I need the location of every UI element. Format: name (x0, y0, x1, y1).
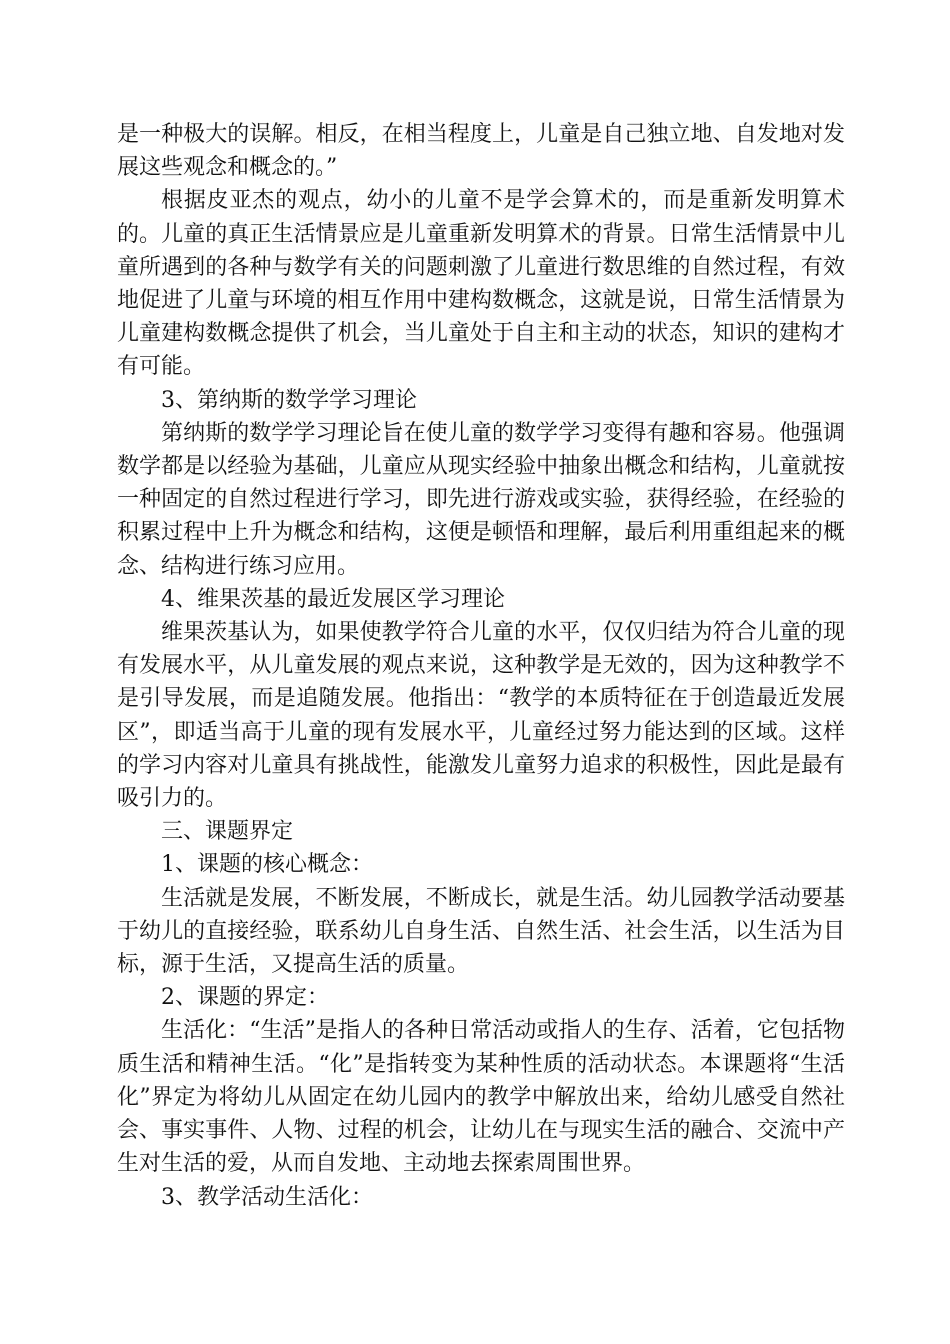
heading-core-concept: 1、课题的核心概念： (161, 852, 373, 878)
paragraph-continuation: 是一种极大的误解。相反，在相当程度上，儿童是自己独立地、自发地对发展这些观念和概念的。” (117, 122, 845, 181)
heading-vygotsky-theory: 4、维果茨基的最近发展区学习理论 (161, 586, 505, 612)
heading-teaching-life-oriented: 3、教学活动生活化： (161, 1184, 373, 1210)
heading-dienes-theory: 3、第纳斯的数学学习理论 (161, 387, 417, 413)
paragraph-life-oriented: 生活化：“生活”是指人的各种日常活动或指人的生存、活着，它包括物质生活和精神生活。“化”是指转变为某种性质的活动状态。本课题将“生活化”界定为将幼儿从固定在幼儿园内的教学中解放出来，给幼儿感受自然社会、事实事件、人物、过程的机会，让幼儿在与现实生活的融合、交流中产生对生活的爱，从而自发地、主动地去探索周围世界。 (117, 1018, 845, 1177)
heading-topic-scope: 2、课题的界定： (161, 985, 329, 1011)
heading-topic-definition: 三、课题界定 (161, 819, 294, 845)
paragraph-core-concept: 生活就是发展，不断发展，不断成长，就是生活。幼儿园教学活动要基于幼儿的直接经验，联系幼儿自身生活、自然生活、社会生活，以生活为目标，源于生活，又提高生活的质量。 (117, 885, 845, 978)
paragraph-dienes: 第纳斯的数学学习理论旨在使儿童的数学学习变得有趣和容易。他强调数学都是以经验为基础，儿童应从现实经验中抽象出概念和结构，儿童就按一种固定的自然过程进行学习，即先进行游戏或实验，获得经验，在经验的积累过程中上升为概念和结构，这便是顿悟和理解，最后利用重组起来的概念、结构进行练习应用。 (117, 420, 845, 579)
paragraph-piaget: 根据皮亚杰的观点，幼小的儿童不是学会算术的，而是重新发明算术的。儿童的真正生活情景应是儿童重新发明算术的背景。日常生活情景中儿童所遇到的各种与数学有关的问题刺激了儿童进行数思维的自然过程，有效地促进了儿童与环境的相互作用中建构数概念，这就是说，日常生活情景为儿童建构数概念提供了机会，当儿童处于自主和主动的状态，知识的建构才有可能。 (117, 188, 845, 380)
paragraph-vygotsky: 维果茨基认为，如果使教学符合儿童的水平，仅仅归结为符合儿童的现有发展水平，从儿童发展的观点来说，这种教学是无效的，因为这种教学不是引导发展，而是追随发展。他指出：“教学的本质特征在于创造最近发展区”，即适当高于儿童的现有发展水平，儿童经过努力能达到的区域。这样的学习内容对儿童具有挑战性，能激发儿童努力追求的积极性，因此是最有吸引力的。 (117, 620, 845, 812)
document-body (117, 118, 845, 1214)
